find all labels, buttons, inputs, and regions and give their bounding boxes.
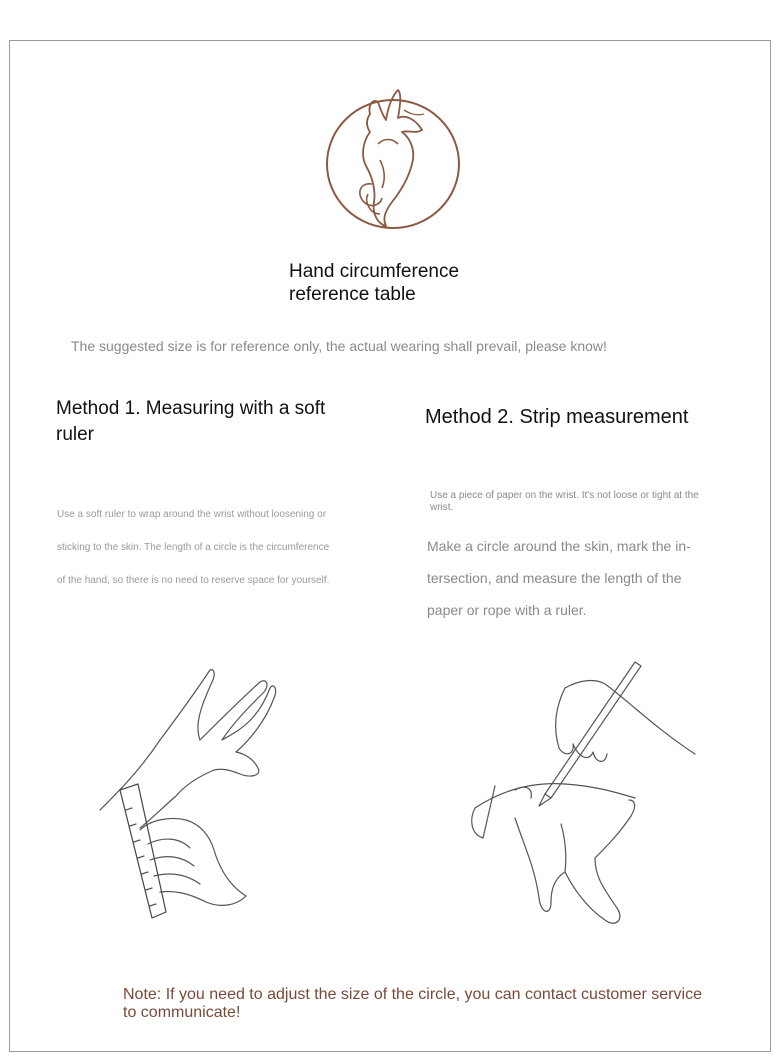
method-2-description bbox=[427, 530, 717, 626]
method-1-line-3: of the hand, so there is no need to reserve space for yourself. bbox=[57, 575, 330, 586]
reference-disclaimer: The suggested size is for reference only, the actual wearing shall prevail, please know! bbox=[71, 338, 607, 354]
customer-service-note: Note: If you need to adjust the size of the circle, you can contact customer service to communicate! bbox=[123, 986, 702, 1021]
hand-logo-icon bbox=[320, 84, 466, 234]
title-line-1: Hand circumference bbox=[289, 261, 460, 282]
method-1-description bbox=[57, 498, 367, 597]
method-2-line-2: tersection, and measure the length of the bbox=[427, 570, 682, 586]
strip-measurement-illustration bbox=[455, 658, 705, 933]
soft-ruler-measurement-illustration bbox=[90, 660, 290, 930]
method-2-title: Method 2. Strip measurement bbox=[425, 406, 689, 428]
method-2-line-3: paper or rope with a ruler. bbox=[427, 602, 587, 618]
title-line-2: reference table bbox=[289, 284, 416, 305]
method-2-intro: Use a piece of paper on the wrist. It's not loose or tight at the wrist. bbox=[430, 490, 699, 513]
method-1-line-1: Use a soft ruler to wrap around the wrist without loosening or bbox=[57, 509, 327, 520]
method-1-line-2: sticking to the skin. The length of a circle is the circumference bbox=[57, 542, 330, 553]
method-1-title: Method 1. Measuring with a soft ruler bbox=[56, 398, 326, 445]
method-2-line-1: Make a circle around the skin, mark the in- bbox=[427, 538, 691, 554]
page-title bbox=[289, 260, 459, 306]
